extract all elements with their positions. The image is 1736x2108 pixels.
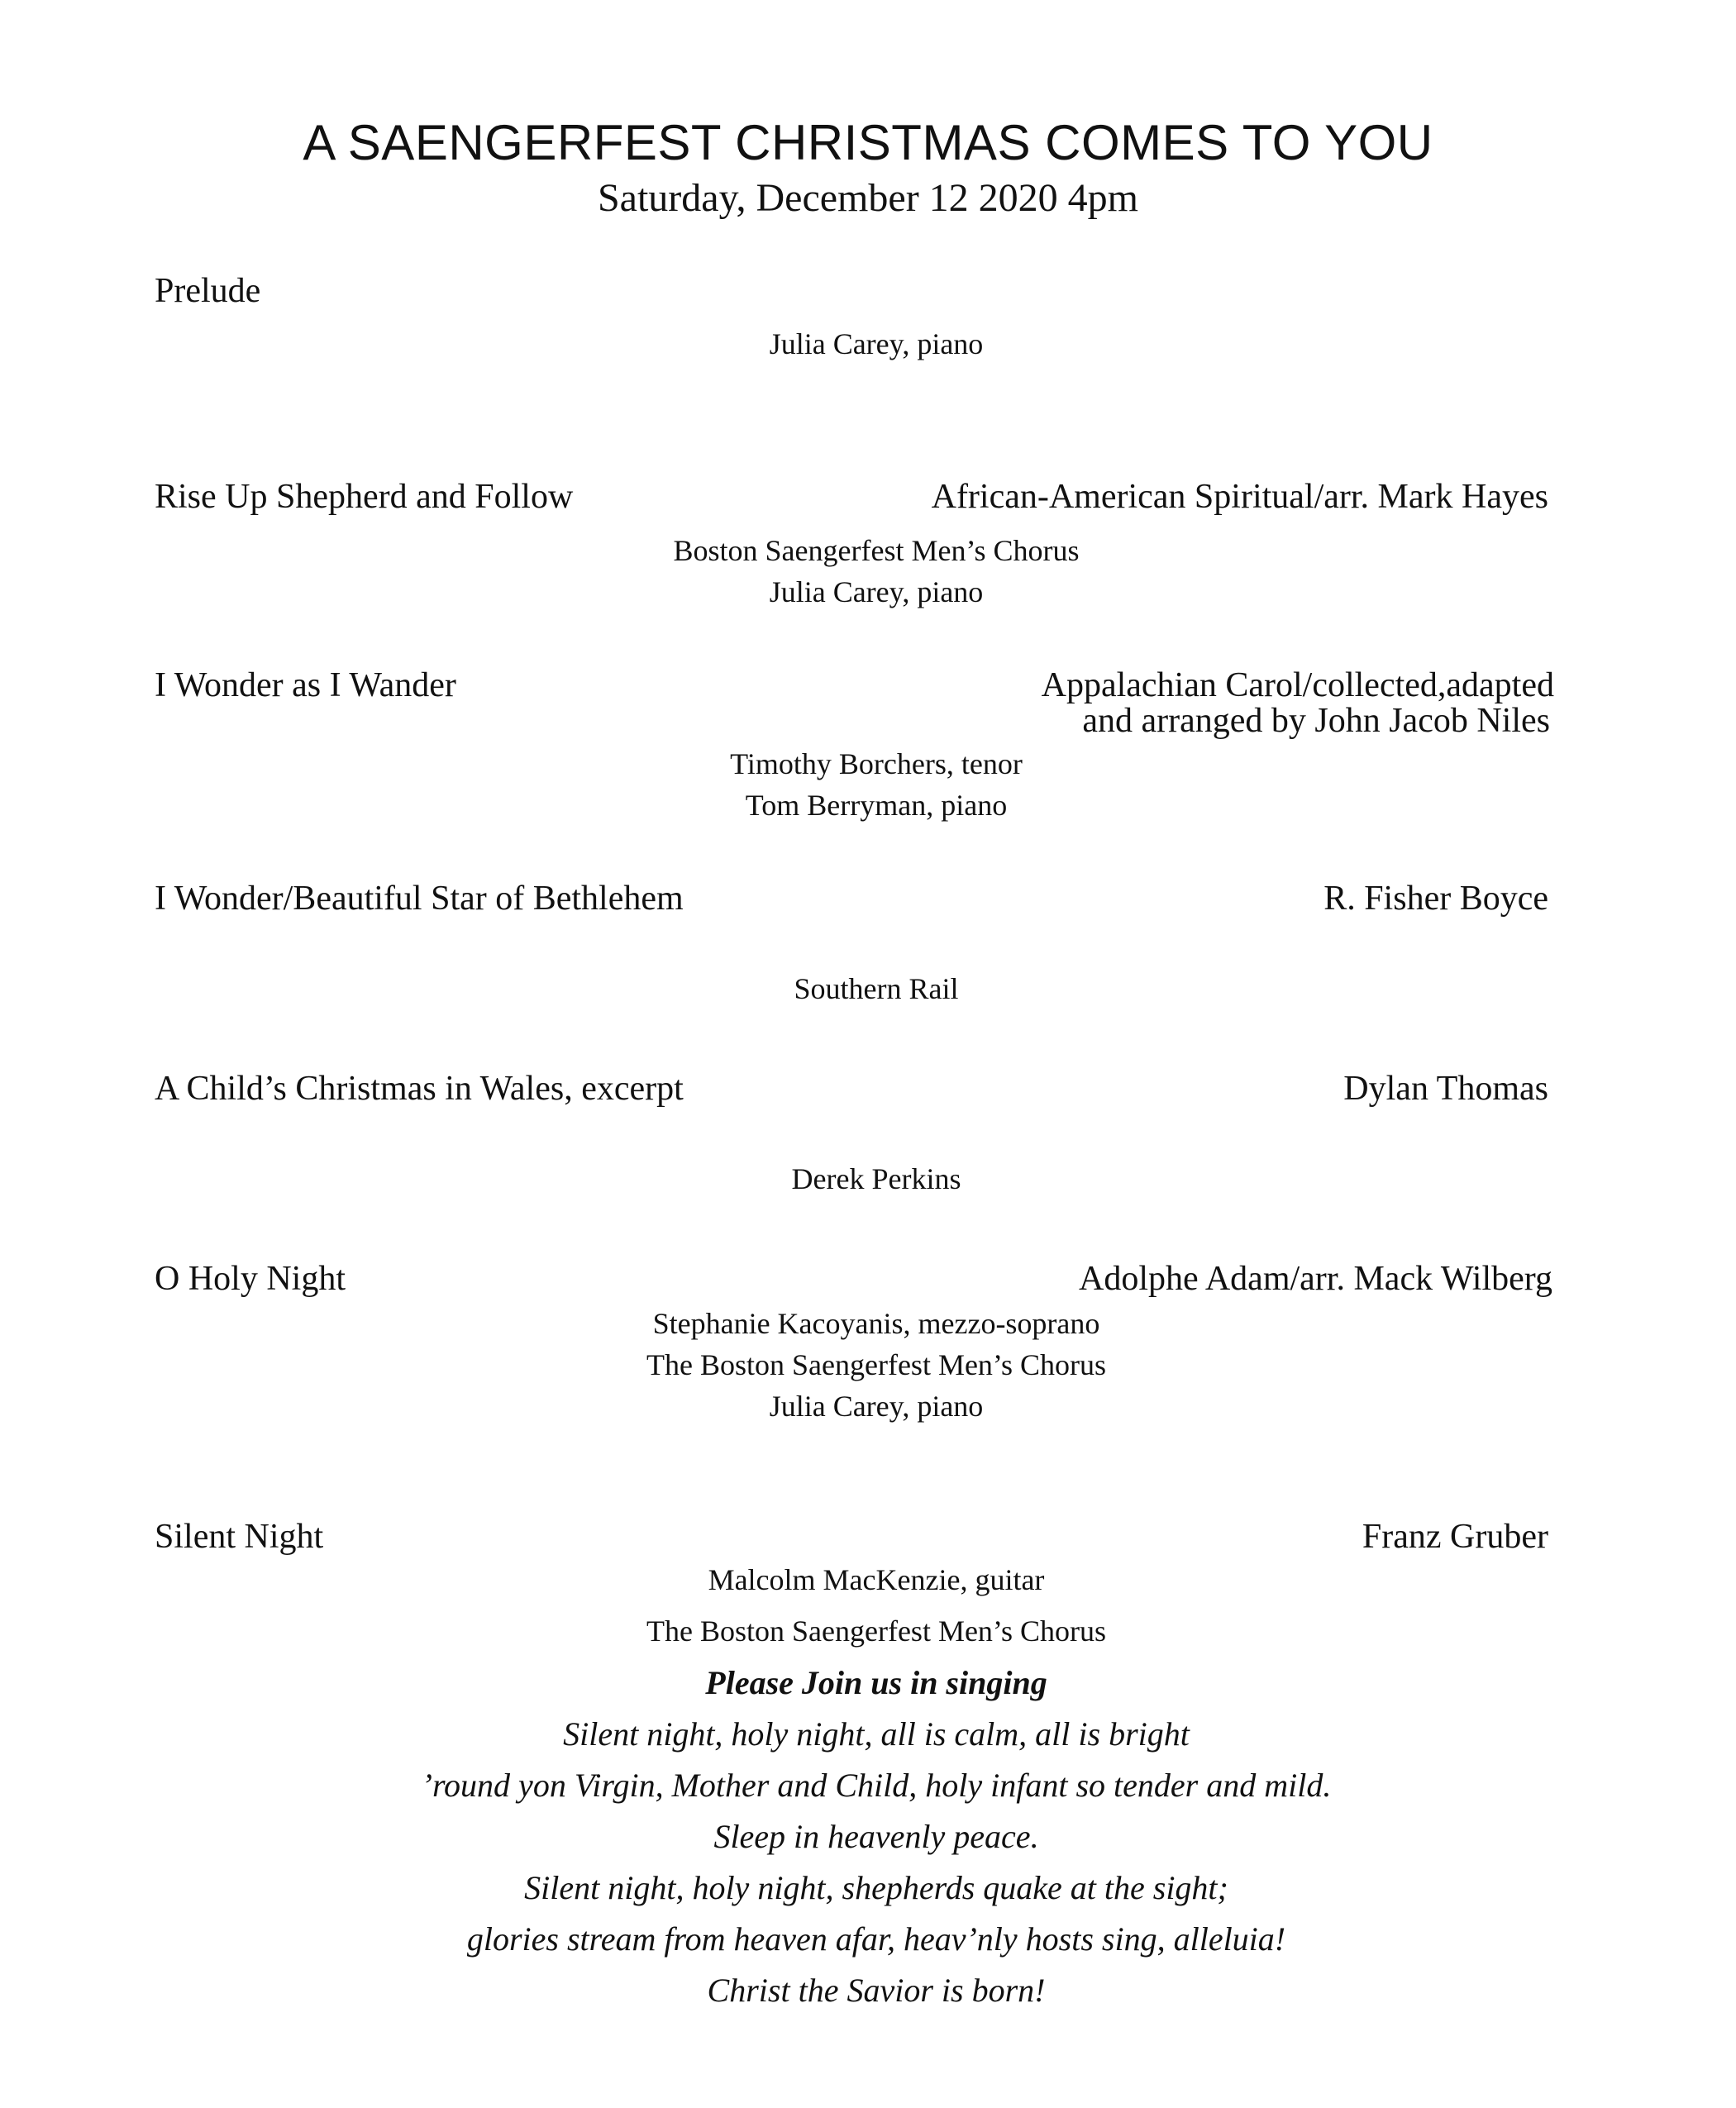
composer-line: R. Fisher Boyce [1323, 880, 1548, 918]
performer-line: The Boston Saengerfest Men’s Chorus [646, 1348, 1106, 1381]
performer-line: Julia Carey, piano [769, 327, 984, 360]
lyric-line: Sleep in heavenly peace. [713, 1818, 1039, 1855]
lyric-line: Silent night, holy night, shepherds quake at the sight; [524, 1869, 1228, 1906]
performer-line: Julia Carey, piano [769, 1390, 984, 1423]
piece-title: I Wonder/Beautiful Star of Bethlehem [155, 880, 684, 918]
performer-line: Boston Saengerfest Men’s Chorus [673, 534, 1080, 567]
program-title: A SAENGERFEST CHRISTMAS COMES TO YOU [303, 115, 1433, 170]
lyric-line: Christ the Savior is born! [707, 1972, 1046, 2009]
performer-line: Stephanie Kacoyanis, mezzo-soprano [652, 1307, 1100, 1340]
piece-title: Silent Night [155, 1518, 324, 1556]
piece-title: A Child’s Christmas in Wales, excerpt [155, 1070, 684, 1108]
composer-line: African-American Spiritual/arr. Mark Hayes [931, 478, 1548, 516]
piece-title: O Holy Night [155, 1260, 346, 1298]
composer-line: Dylan Thomas [1343, 1070, 1548, 1108]
piece-title: Rise Up Shepherd and Follow [155, 478, 574, 516]
lyric-line: glories stream from heaven afar, heav’nly hosts sing, alleluia! [466, 1920, 1286, 1958]
composer-line: and arranged by John Jacob Niles [1082, 702, 1550, 740]
performer-line: Derek Perkins [791, 1162, 961, 1195]
performer-line: Timothy Borchers, tenor [730, 747, 1023, 780]
performer-line: Tom Berryman, piano [745, 789, 1008, 822]
lyric-line: Silent night, holy night, all is calm, all is bright [563, 1715, 1190, 1753]
piece-title: I Wonder as I Wander [155, 666, 456, 704]
program-date: Saturday, December 12 2020 4pm [597, 176, 1139, 220]
performer-line: Malcolm MacKenzie, guitar [708, 1563, 1045, 1596]
performer-line: Southern Rail [794, 972, 959, 1005]
composer-line: Adolphe Adam/arr. Mack Wilberg [1079, 1260, 1552, 1298]
performer-line: The Boston Saengerfest Men’s Chorus [646, 1614, 1106, 1648]
lyric-line: ’round yon Virgin, Mother and Child, holy infant so tender and mild. [421, 1767, 1332, 1804]
performer-line: Julia Carey, piano [769, 575, 984, 608]
composer-line: Franz Gruber [1362, 1518, 1548, 1556]
piece-title: Prelude [155, 272, 261, 310]
composer-line: Appalachian Carol/collected,adapted [1041, 666, 1554, 704]
singalong-invite: Please Join us in singing [705, 1664, 1047, 1701]
